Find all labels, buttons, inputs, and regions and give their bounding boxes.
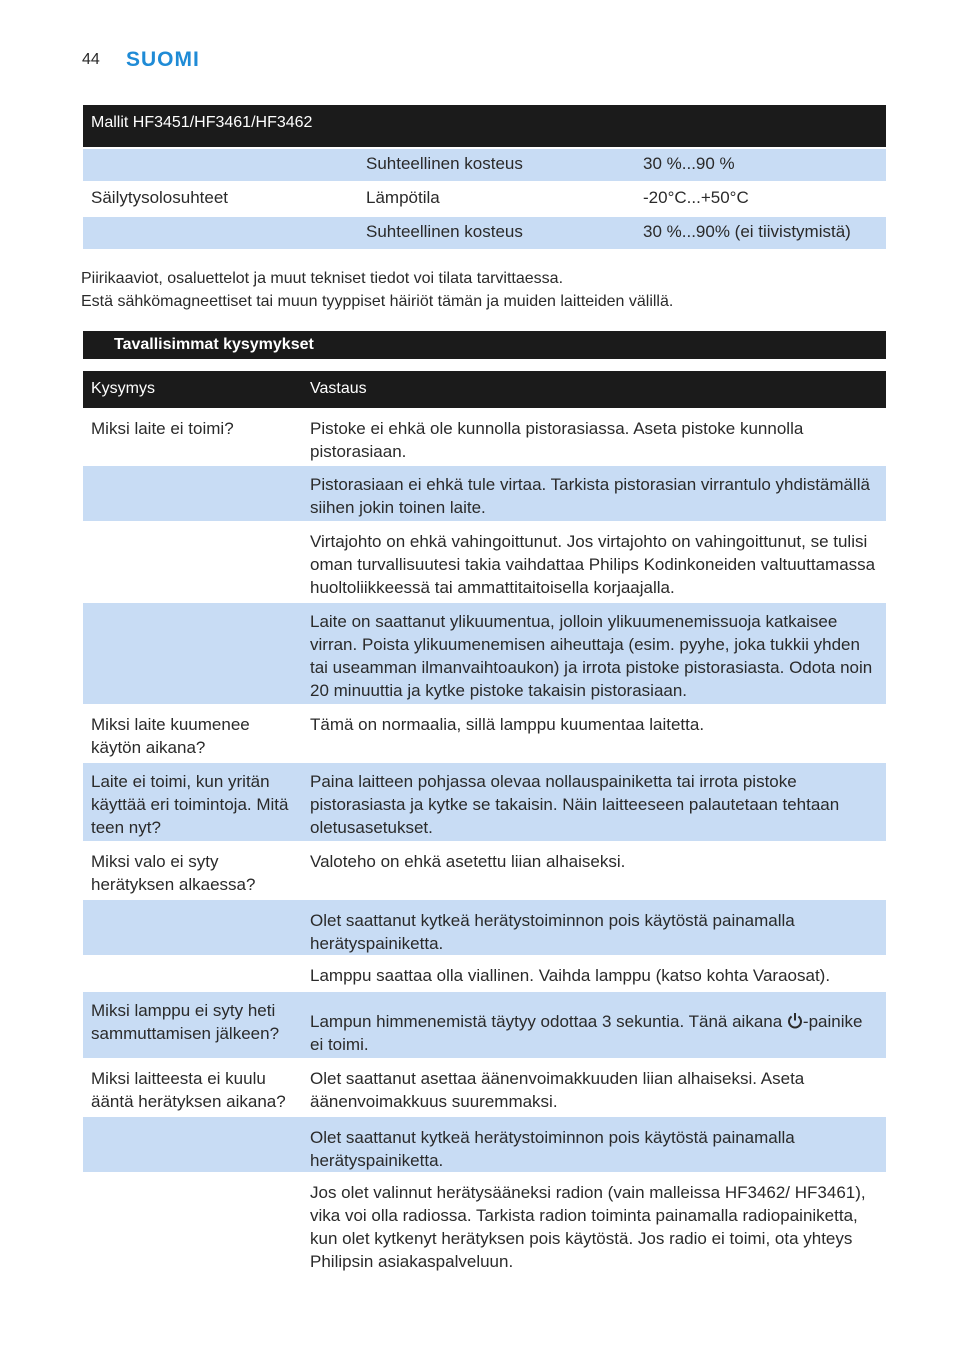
faq-table-header bbox=[83, 371, 886, 408]
spec-row bbox=[83, 181, 886, 215]
page-language-heading: SUOMI bbox=[126, 48, 200, 71]
faq-row bbox=[83, 1115, 886, 1172]
faq-answer: Olet saattanut kytkeä herätystoiminnon pois käytöstä painamalla herätyspainiketta. bbox=[310, 911, 795, 953]
faq-row bbox=[83, 521, 886, 601]
spec-label: Säilytysolosuhteet bbox=[91, 188, 229, 207]
faq-answer: Olet saattanut kytkeä herätystoiminnon pois käytöstä painamalla herätyspainiketta. bbox=[310, 1128, 795, 1170]
faq-question: Miksi laite ei toimi? bbox=[91, 419, 234, 438]
faq-row bbox=[83, 464, 886, 521]
faq-answer: Olet saattanut asettaa äänenvoimakkuuden liian alhaiseksi. Aseta äänenvoimakkuus suuremmaksi. bbox=[310, 1069, 805, 1111]
section-title: Tavallisimmat kysymykset bbox=[83, 331, 886, 359]
faq-answer: Jos olet valinnut herätysääneksi radion (vain malleissa HF3462/ HF3461), vika voi olla radiossa. Tarkista radion toiminta painamalla radiopainiketta, kun olet kytkenyt herätyksen pois käytöstä. Jos radio ei toimi, ota yhteys Philipsin asiakaspalveluun. bbox=[310, 1183, 866, 1271]
faq-question: Laite ei toimi, kun yritän käyttää eri toimintoja. Mitä teen nyt? bbox=[91, 772, 289, 837]
faq-row bbox=[83, 898, 886, 955]
faq-row bbox=[83, 1058, 886, 1115]
faq-answer: Paina laitteen pohjassa olevaa nollauspainiketta tai irrota pistoke pistorasiasta ja kytke se takaisin. Näin laitteeseen palautetaan tehtaan oletusasetukset. bbox=[310, 772, 840, 837]
faq-row bbox=[83, 761, 886, 841]
spec-parameter: Lämpötila bbox=[366, 188, 440, 207]
faq-row bbox=[83, 841, 886, 898]
spec-value: -20°C...+50°C bbox=[643, 188, 749, 207]
faq-row bbox=[83, 704, 886, 761]
faq-answer: Lamppu saattaa olla viallinen. Vaihda lamppu (katso kohta Varaosat). bbox=[310, 966, 831, 985]
faq-question: Miksi valo ei syty herätyksen alkaessa? bbox=[91, 852, 256, 894]
faq-question: Miksi lamppu ei syty heti sammuttamisen jälkeen? bbox=[91, 1001, 280, 1043]
spec-value: 30 %...90% (ei tiivistymistä) bbox=[643, 222, 851, 241]
faq-question: Miksi laite kuumenee käytön aikana? bbox=[91, 715, 250, 757]
faq-row bbox=[83, 601, 886, 704]
faq-col-answer: Vastaus bbox=[310, 380, 367, 397]
spec-table-header: Mallit HF3451/HF3461/HF3462 bbox=[83, 105, 886, 147]
spec-parameter: Suhteellinen kosteus bbox=[366, 222, 523, 241]
spec-row bbox=[83, 215, 886, 249]
note-line: Piirikaaviot, osaluettelot ja muut tekniset tiedot voi tilata tarvittaessa. bbox=[81, 270, 564, 287]
faq-answer: Laite on saattanut ylikuumentua, jolloin ylikuumenemissuoja katkaisee virran. Poista ylikuumenemisen aiheuttaja (esim. pyyhe, joka tukkii yhden tai useamman ilmanvaihtoaukon) ja irrota pistoke pistorasiasta. Odota noin 20 minuuttia ja kytke pistoke takaisin pistorasiaan. bbox=[310, 612, 873, 700]
faq-answer: Virtajohto on ehkä vahingoittunut. Jos virtajohto on vahingoittunut, se tulisi oman turvallisuutesi takia vaihdattaa Philips Kodinkoneiden valtuuttamassa huoltoliikkeessä tai ammattitaitoisella korjaajalla. bbox=[310, 532, 876, 597]
spec-table bbox=[83, 105, 886, 249]
faq-question: Miksi laitteesta ei kuulu ääntä herätyksen aikana? bbox=[91, 1069, 286, 1111]
faq-answer: Pistoke ei ehkä ole kunnolla pistorasiassa. Aseta pistoke kunnolla pistorasiaan. bbox=[310, 419, 804, 461]
faq-answer: Tämä on normaalia, sillä lamppu kuumentaa laitetta. bbox=[310, 715, 705, 734]
faq-row bbox=[83, 408, 886, 464]
faq-answer: Valoteho on ehkä asetettu liian alhaiseksi. bbox=[310, 852, 626, 871]
faq-answer-text: -painike ei toimi. bbox=[310, 1012, 863, 1054]
faq-table bbox=[83, 371, 886, 1276]
faq-row bbox=[83, 955, 886, 990]
spec-row bbox=[83, 147, 886, 181]
faq-answer-text: Lampun himmenemistä täytyy odottaa 3 sekuntia. Tänä aikana bbox=[310, 1012, 783, 1031]
spec-parameter: Suhteellinen kosteus bbox=[366, 154, 523, 173]
power-icon bbox=[787, 1012, 803, 1029]
note-line: Estä sähkömagneettiset tai muun tyyppiset häiriöt tämän ja muiden laitteiden välillä. bbox=[81, 293, 674, 310]
faq-answer bbox=[310, 1010, 880, 1056]
faq-col-question: Kysymys bbox=[91, 380, 155, 397]
faq-row bbox=[83, 1172, 886, 1276]
faq-answer: Pistorasiaan ei ehkä tule virtaa. Tarkista pistorasian virrantulo yhdistämällä siihen jokin toinen laite. bbox=[310, 475, 871, 517]
notes bbox=[81, 267, 673, 313]
faq-row bbox=[83, 990, 886, 1058]
spec-value: 30 %...90 % bbox=[643, 154, 735, 173]
page-number: 44 bbox=[82, 51, 100, 68]
